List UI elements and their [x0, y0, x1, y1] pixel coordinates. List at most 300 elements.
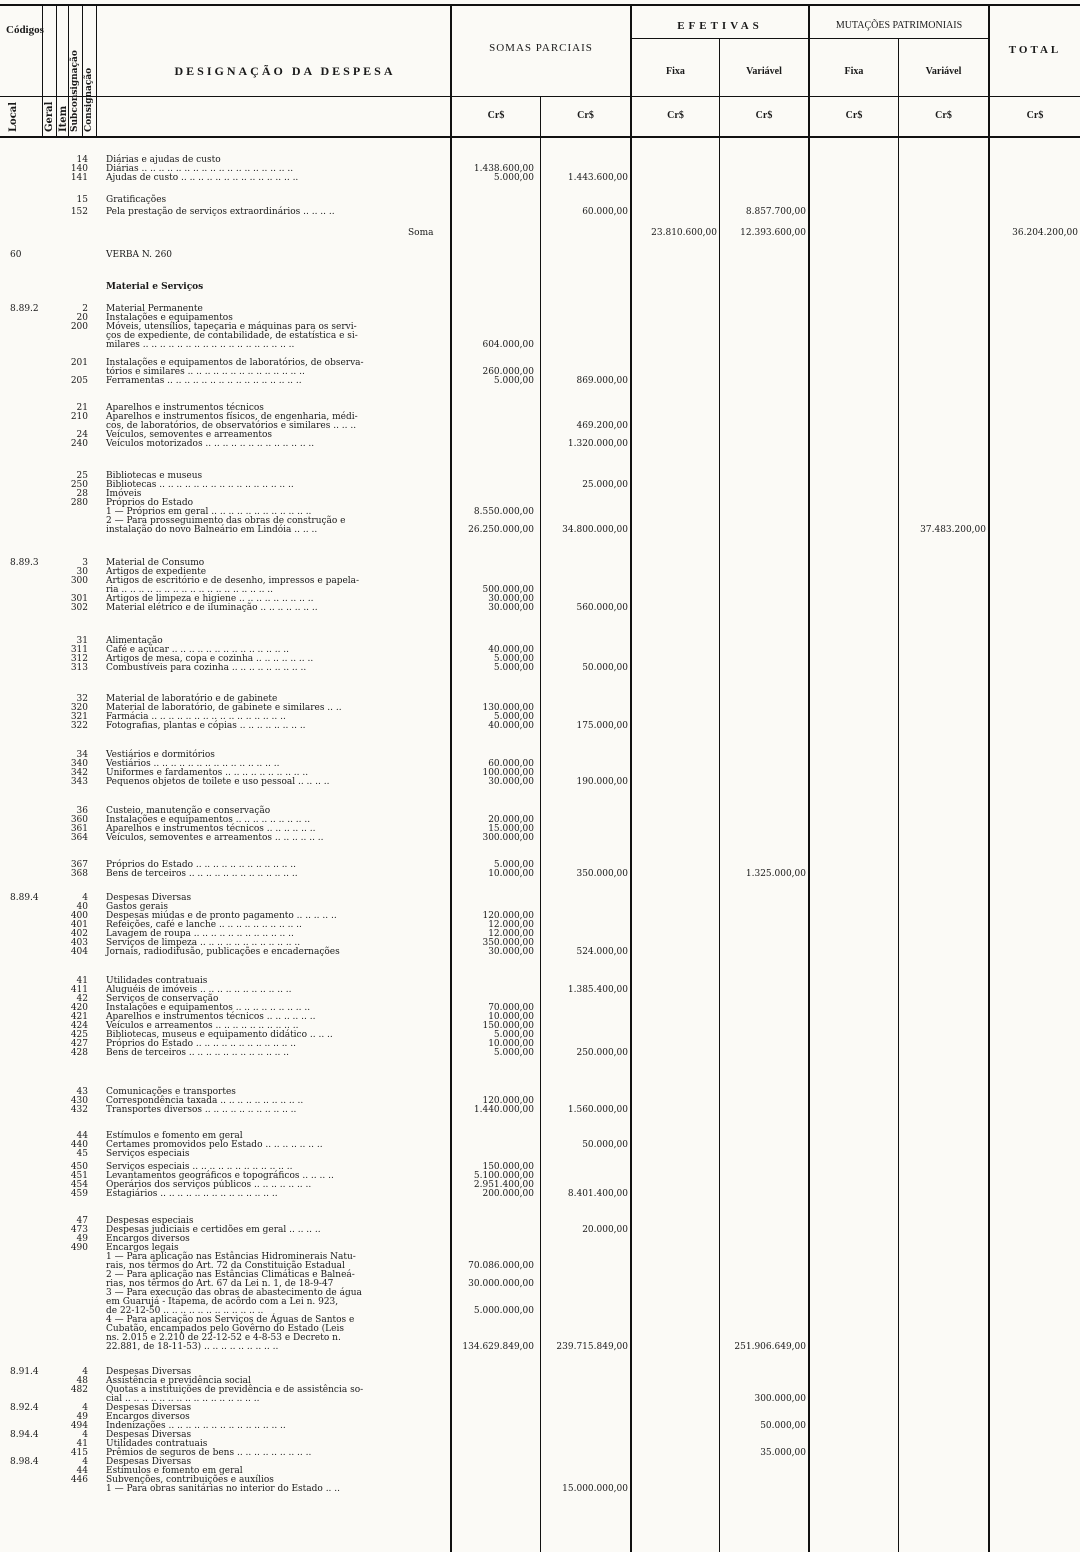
amount-sp1: 12.000,00 [488, 929, 534, 939]
item-code: 4 [82, 1367, 88, 1377]
row-description: de 22-12-50 .. .. .. .. .. .. .. .. .. .. .. .. [106, 1306, 264, 1316]
row-description: Gratificações [106, 195, 167, 205]
row-description: Serviços especiais .. .. .. .. .. .. .. .. .. .. .. .. [106, 1162, 293, 1172]
row-description: Assistência e previdência social [106, 1376, 251, 1386]
subconsignacao-header: Subconsignação [70, 50, 80, 132]
item-code: 24 [76, 430, 88, 440]
amount-sp2: 25.000,00 [582, 480, 628, 490]
currency-sp2: Cr$ [577, 110, 594, 121]
row-description: Correspondência taxada .. .. .. .. .. .. .. .. .. .. [106, 1096, 304, 1106]
item-code: 440 [70, 1140, 88, 1150]
efetivas-subrule [630, 38, 990, 39]
col-sep-consig [96, 6, 97, 136]
local-code: 8.92.4 [10, 1403, 39, 1413]
consignacao-header: Consignação [84, 67, 94, 132]
amount-sp1: 8.550.000,00 [473, 507, 534, 517]
item-code: 343 [70, 777, 88, 787]
currency-ev: Cr$ [755, 110, 773, 121]
item-code: 140 [70, 164, 88, 174]
mutacoes-fixa-header: Fixa [844, 66, 864, 77]
amount-sp2: 250.000,00 [576, 1048, 628, 1058]
row-description: instalação do novo Balneário em Lindóia .. .. .. [106, 525, 318, 535]
item-code: 368 [70, 869, 88, 879]
codigos-header: Códigos [6, 24, 44, 36]
item-code: 48 [76, 1376, 88, 1386]
local-code: 8.98.4 [10, 1457, 39, 1467]
item-code: 44 [76, 1131, 88, 1141]
local-header: Local [8, 101, 19, 132]
amount-sp1: 150.000,00 [482, 1162, 534, 1172]
item-code: 311 [70, 645, 88, 655]
efetivas-header: EFETIVAS [677, 20, 763, 32]
geral-header: Geral [44, 101, 55, 132]
item-code: 446 [70, 1475, 88, 1485]
row-description: 22.881, de 18-11-53) .. .. .. .. .. .. .. .. .. [106, 1342, 279, 1352]
amount-sp1: 30.000,00 [488, 594, 534, 604]
amount-sp1: 5.000,00 [493, 712, 534, 722]
amount-sp2: 350.000,00 [576, 869, 628, 879]
row-description: milares .. .. .. .. .. .. .. .. .. .. .. .. .. .. .. .. .. .. [106, 340, 295, 350]
amount-sp2: 469.200,00 [576, 421, 628, 431]
amount-sp1: 604.000,00 [482, 340, 534, 350]
row-description: Despesas Diversas [106, 1367, 192, 1377]
col-sep-sub [82, 6, 83, 136]
item-code: 4 [82, 893, 88, 903]
amount-sp1: 1.440.000,00 [473, 1105, 534, 1115]
row-description: Móveis, utensílios, tapeçaria e máquinas para os servi- [106, 322, 357, 332]
amount-ev: 300.000,00 [754, 1394, 806, 1404]
row-description: Estagiários .. .. .. .. .. .. .. .. .. .. .. .. .. .. [106, 1189, 278, 1199]
item-code: 400 [70, 911, 88, 921]
item-code: 482 [70, 1385, 88, 1395]
item-code: 49 [76, 1412, 88, 1422]
item-code: 200 [70, 322, 88, 332]
currency-mv: Cr$ [935, 110, 952, 121]
local-code: 8.91.4 [10, 1367, 39, 1377]
row-description: Transportes diversos .. .. .. .. .. .. .. .. .. .. .. [106, 1105, 297, 1115]
row-description: Certames promovidos pelo Estado .. .. .. .. .. .. .. [106, 1140, 323, 1150]
currency-ef: Cr$ [667, 110, 684, 121]
item-code: 459 [70, 1189, 88, 1199]
row-description: 1 — Próprios em geral .. .. .. .. .. .. .. .. .. .. .. .. [106, 507, 312, 517]
item-code: 4 [82, 1457, 88, 1467]
currency-mf: Cr$ [845, 110, 863, 121]
amount-sp1: 5.000,00 [493, 663, 534, 673]
amount-sp2: 1.443.600,00 [567, 173, 628, 183]
item-code: 14 [76, 155, 88, 165]
item-code: 364 [70, 833, 88, 843]
row-description: 1 — Para aplicação nas Estâncias Hidrominerais Natu- [106, 1252, 356, 1262]
row-description: Estímulos e fomento em geral [106, 1131, 243, 1141]
row-description: Próprios do Estado [106, 498, 194, 508]
row-description: Artigos de limpeza e higiene .. .. .. .. .. .. .. .. .. [106, 594, 314, 604]
amount-sp2: 50.000,00 [582, 1140, 628, 1150]
row-description: Encargos diversos [106, 1412, 190, 1422]
item-code: 201 [70, 358, 88, 368]
row-description: Aparelhos e instrumentos técnicos .. .. .. .. .. .. [106, 824, 316, 834]
row-description: Comunicações e transportes [106, 1087, 236, 1097]
item-code: 421 [70, 1012, 88, 1022]
item-code: 425 [70, 1030, 88, 1040]
amount-sp1: 40.000,00 [488, 721, 534, 731]
amount-sp2: 50.000,00 [582, 663, 628, 673]
row-description: Gastos gerais [106, 902, 168, 912]
row-description: Instalações e equipamentos .. .. .. .. .. .. .. .. .. [106, 1003, 311, 1013]
amount-sp2: 175.000,00 [576, 721, 628, 731]
row-description: Aluguéis de imóveis .. .. .. .. .. .. .. .. .. .. .. [106, 985, 292, 995]
item-code: 36 [76, 806, 88, 816]
amount-sp1: 5.000,00 [493, 860, 534, 870]
row-description: 1 — Para obras sanitárias no interior do Estado .. .. [106, 1484, 340, 1494]
row-description: Uniformes e fardamentos .. .. .. .. .. .. .. .. .. .. [106, 768, 309, 778]
row-description: Bibliotecas e museus [106, 471, 203, 481]
amount-sp2: 524.000,00 [576, 947, 628, 957]
row-description: Lavagem de roupa .. .. .. .. .. .. .. .. .. .. .. .. [106, 929, 294, 939]
item-code: 31 [76, 636, 88, 646]
row-description: Veículos motorizados .. .. .. .. .. .. .. .. .. .. .. .. .. [106, 439, 315, 449]
amount-sp1: 5.000,00 [493, 654, 534, 664]
soma-label: Soma [408, 228, 434, 238]
top-rule [0, 4, 1080, 6]
item-code: 2 [82, 304, 88, 314]
amount-ev: 50.000,00 [760, 1421, 806, 1431]
item-code: 312 [70, 654, 88, 664]
row-description: Pela prestação de serviços extraordinários .. .. .. .. [106, 207, 335, 217]
item-code: 321 [70, 712, 88, 722]
row-description: Indenizações .. .. .. .. .. .. .. .. .. .. .. .. .. .. [106, 1421, 286, 1431]
item-code: 49 [76, 1234, 88, 1244]
item-code: 451 [70, 1171, 88, 1181]
item-code: 302 [70, 603, 88, 613]
item-code: 490 [70, 1243, 88, 1253]
local-code: 8.89.3 [10, 558, 39, 568]
row-description: Estímulos e fomento em geral [106, 1466, 243, 1476]
amount-sp1: 60.000,00 [488, 759, 534, 769]
row-description: Próprios do Estado .. .. .. .. .. .. .. .. .. .. .. .. [106, 1039, 296, 1049]
row-description: cos, de laboratórios, de observatórios e similares .. .. .. [106, 421, 357, 431]
item-code: 141 [70, 173, 88, 183]
mutacoes-variavel-header: Variável [925, 66, 962, 77]
item-code: 43 [76, 1087, 88, 1097]
amount-sp2: 15.000.000,00 [562, 1484, 628, 1494]
item-code: 42 [76, 994, 88, 1004]
amount-ev: 1.325.000,00 [745, 869, 806, 879]
amount-sp1: 2.951.400,00 [473, 1180, 534, 1190]
row-description: Fotografias, plantas e cópias .. .. .. .. .. .. .. .. [106, 721, 306, 731]
amount-sp2: 560.000,00 [576, 603, 628, 613]
row-description: Bens de terceiros .. .. .. .. .. .. .. .. .. .. .. .. .. [106, 869, 298, 879]
amount-sp1: 5.000.000,00 [473, 1306, 534, 1316]
amount-sp2: 869.000,00 [576, 376, 628, 386]
row-description: Cubatão, encampados pelo Govêrno do Estado (Leis [106, 1324, 344, 1334]
amount-ef: 23.810.600,00 [651, 228, 717, 238]
amount-sp1: 130.000,00 [482, 703, 534, 713]
local-code: 8.89.4 [10, 893, 39, 903]
amount-sp1: 15.000,00 [488, 824, 534, 834]
item-code: 44 [76, 1466, 88, 1476]
amount-sp1: 30.000,00 [488, 777, 534, 787]
amount-sp1: 100.000,00 [482, 768, 534, 778]
item-code: 4 [82, 1403, 88, 1413]
item-code: 420 [70, 1003, 88, 1013]
row-description: cial .. .. .. .. .. .. .. .. .. .. .. .. .. .. .. .. [106, 1394, 260, 1404]
item-code: 361 [70, 824, 88, 834]
row-description: Quotas a instituições de previdência e de assistência so- [106, 1385, 364, 1395]
item-code: 402 [70, 929, 88, 939]
amount-mv: 37.483.200,00 [920, 525, 986, 535]
item-code: 280 [70, 498, 88, 508]
item-code: 45 [76, 1149, 88, 1159]
row-description: 4 — Para aplicação nos Serviços de Águas de Santos e [106, 1315, 355, 1325]
item-code: 250 [70, 480, 88, 490]
row-description: Despesas Diversas [106, 1430, 192, 1440]
item-code: 15 [76, 195, 88, 205]
amount-sp1: 150.000,00 [482, 1021, 534, 1031]
amount-tot: 36.204.200,00 [1012, 228, 1078, 238]
row-description: Material de Consumo [106, 558, 205, 568]
row-description: Café e açúcar .. .. .. .. .. .. .. .. .. .. .. .. .. .. [106, 645, 290, 655]
row-description: Veículos, semoventes e arreamentos .. .. .. .. .. .. [106, 833, 324, 843]
row-description: Artigos de expediente [106, 567, 207, 577]
item-code: 20 [76, 313, 88, 323]
amount-sp2: 1.385.400,00 [567, 985, 628, 995]
item-code: 152 [70, 207, 88, 217]
amount-sp1: 500.000,00 [482, 585, 534, 595]
row-description: Artigos de mesa, copa e cozinha .. .. .. .. .. .. .. [106, 654, 314, 664]
row-description: Diárias e ajudas de custo [106, 155, 221, 165]
amount-sp1: 120.000,00 [482, 911, 534, 921]
item-code: 427 [70, 1039, 88, 1049]
row-description: Aparelhos e instrumentos físicos, de engenharia, médi- [106, 412, 358, 422]
row-description: em Guarujá - Itapema, de acôrdo com a Lei n. 923, [106, 1297, 339, 1307]
amount-sp1: 10.000,00 [488, 1012, 534, 1022]
item-code: 401 [70, 920, 88, 930]
amount-ev: 251.906.649,00 [734, 1342, 806, 1352]
amount-sp1: 1.438.600,00 [473, 164, 534, 174]
row-description: Ajudas de custo .. .. .. .. .. .. .. .. .. .. .. .. .. .. [106, 173, 299, 183]
amount-sp1: 26.250.000,00 [468, 525, 534, 535]
amount-sp1: 70.000,00 [488, 1003, 534, 1013]
item-code: 47 [76, 1216, 88, 1226]
row-description: Aparelhos e instrumentos técnicos [106, 403, 264, 413]
row-description: 2 — Para aplicação nas Estâncias Climáticas e Balneá- [106, 1270, 355, 1280]
item-code: 360 [70, 815, 88, 825]
amount-sp1: 40.000,00 [488, 645, 534, 655]
row-description: Utilidades contratuais [106, 1439, 208, 1449]
row-description: ns. 2.015 e 2.210 de 22-12-52 e 4-8-53 e Decreto n. [106, 1333, 341, 1343]
row-description: Farmácia .. .. .. .. .. .. .. .. .. .. .. .. .. .. .. .. [106, 712, 286, 722]
row-description: Aparelhos e instrumentos técnicos .. .. .. .. .. .. [106, 1012, 316, 1022]
amount-sp2: 60.000,00 [582, 207, 628, 217]
row-description: Ferramentas .. .. .. .. .. .. .. .. .. .. .. .. .. .. .. .. [106, 376, 302, 386]
row-description: Refeições, café e lanche .. .. .. .. .. .. .. .. .. .. [106, 920, 302, 930]
item-code: 25 [76, 471, 88, 481]
row-description: Serviços especiais [106, 1149, 190, 1159]
row-description: Instalações e equipamentos [106, 313, 233, 323]
row-description: Alimentação [106, 636, 163, 646]
local-code: 8.89.2 [10, 304, 39, 314]
row-description: Bibliotecas .. .. .. .. .. .. .. .. .. .. .. .. .. .. .. .. [106, 480, 294, 490]
item-code: 41 [76, 1439, 88, 1449]
row-description: Despesas especiais [106, 1216, 194, 1226]
currency-tot: Cr$ [1026, 110, 1044, 121]
amount-sp1: 350.000,00 [482, 938, 534, 948]
item-code: 340 [70, 759, 88, 769]
row-description: ços de expediente, de contabilidade, de estatística e si- [106, 331, 358, 341]
row-description: Serviços de limpeza .. .. .. .. .. .. .. .. .. .. .. .. [106, 938, 301, 948]
item-code: 424 [70, 1021, 88, 1031]
amount-sp1: 200.000,00 [482, 1189, 534, 1199]
row-description: Instalações e equipamentos .. .. .. .. .. .. .. .. .. [106, 815, 311, 825]
row-description: ria .. .. .. .. .. .. .. .. .. .. .. .. .. .. .. .. .. .. [106, 585, 274, 595]
amount-sp1: 5.000,00 [493, 1048, 534, 1058]
row-description: Despesas judiciais e certidões em geral .. .. .. .. [106, 1225, 321, 1235]
amount-sp1: 134.629.849,00 [462, 1342, 534, 1352]
somas-parciais-header: SOMAS PARCIAIS [489, 42, 593, 54]
amount-sp2: 239.715.849,00 [556, 1342, 628, 1352]
mutacoes-header: MUTAÇÕES PATRIMONIAIS [835, 20, 963, 31]
item-code: 322 [70, 721, 88, 731]
amount-sp1: 120.000,00 [482, 1096, 534, 1106]
row-description: Artigos de escritório e de desenho, impressos e papela- [106, 576, 360, 586]
row-description: rais, nos têrmos do Art. 72 da Constituição Estadual [106, 1261, 345, 1271]
amount-sp1: 260.000,00 [482, 367, 534, 377]
amount-sp1: 30.000,00 [488, 947, 534, 957]
amount-sp2: 8.401.400,00 [567, 1189, 628, 1199]
item-code: 415 [70, 1448, 88, 1458]
item-code: 473 [70, 1225, 88, 1235]
row-description: Instalações e equipamentos de laboratórios, de observa- [106, 358, 364, 368]
local-code: 8.94.4 [10, 1430, 39, 1440]
row-description: Imóveis [106, 489, 142, 499]
row-description: Próprios do Estado .. .. .. .. .. .. .. .. .. .. .. .. [106, 860, 296, 870]
item-code: 428 [70, 1048, 88, 1058]
row-description: Bibliotecas, museus e equipamento didático .. .. .. [106, 1030, 333, 1040]
col-sep-efetivas [808, 6, 810, 1552]
item-code: 342 [70, 768, 88, 778]
amount-sp1: 5.000,00 [493, 376, 534, 386]
item-header: Item [58, 105, 69, 132]
row-description: Veículos e arreamentos .. .. .. .. .. .. .. .. .. .. [106, 1021, 299, 1031]
amount-sp1: 70.086.000,00 [468, 1261, 534, 1271]
item-code: 454 [70, 1180, 88, 1190]
item-code: 313 [70, 663, 88, 673]
amount-ev: 35.000,00 [760, 1448, 806, 1458]
item-code: 411 [70, 985, 88, 995]
row-description: 3 — Para execução das obras de abastecimento de água [106, 1288, 362, 1298]
amount-sp2: 1.560.000,00 [567, 1105, 628, 1115]
row-description: Levantamentos geográficos e topográficos .. .. .. .. [106, 1171, 334, 1181]
row-description: Material de laboratório e de gabinete [106, 694, 278, 704]
item-code: 301 [70, 594, 88, 604]
row-description: tórios e similares .. .. .. .. .. .. .. .. .. .. .. .. .. .. [106, 367, 305, 377]
local-code: 60 [10, 250, 22, 260]
row-description: Despesas Diversas [106, 1403, 192, 1413]
item-code: 494 [70, 1421, 88, 1431]
item-code: 450 [70, 1162, 88, 1172]
amount-ev: 8.857.700,00 [745, 207, 806, 217]
amount-sp2: 190.000,00 [576, 777, 628, 787]
col-sep-sp [540, 96, 541, 1552]
row-description: Diárias .. .. .. .. .. .. .. .. .. .. .. .. .. .. .. .. .. .. [106, 164, 294, 174]
amount-sp1: 10.000,00 [488, 869, 534, 879]
row-description: Material e Serviços [106, 282, 204, 292]
amount-sp1: 12.000,00 [488, 920, 534, 930]
amount-sp1: 5.000,00 [493, 173, 534, 183]
row-description: Subvenções, contribuições e auxílios [106, 1475, 274, 1485]
item-code: 40 [76, 902, 88, 912]
item-code: 205 [70, 376, 88, 386]
item-code: 240 [70, 439, 88, 449]
row-description: Material elétrico e de iluminação .. .. .. .. .. .. .. [106, 603, 318, 613]
row-description: Combustíveis para cozinha .. .. .. .. .. .. .. .. .. [106, 663, 307, 673]
amount-sp1: 10.000,00 [488, 1039, 534, 1049]
amount-sp2: 20.000,00 [582, 1225, 628, 1235]
item-code: 432 [70, 1105, 88, 1115]
row-description: Vestiários .. .. .. .. .. .. .. .. .. .. .. .. .. .. .. [106, 759, 280, 769]
row-description: Prêmios de seguros de bens .. .. .. .. .. .. .. .. .. [106, 1448, 312, 1458]
col-sep-mfixa [898, 38, 899, 1552]
row-description: Custeio, manutenção e conservação [106, 806, 271, 816]
row-description: Despesas Diversas [106, 893, 192, 903]
item-code: 34 [76, 750, 88, 760]
col-sep-fixa [719, 38, 720, 1552]
item-code: 320 [70, 703, 88, 713]
designacao-header: DESIGNAÇÃO DA DESPESA [174, 64, 396, 78]
efetivas-variavel-header: Variável [746, 66, 782, 77]
item-code: 430 [70, 1096, 88, 1106]
row-description: Pequenos objetos de toilete e uso pessoal .. .. .. .. [106, 777, 330, 787]
row-description: Despesas miúdas e de pronto pagamento .. .. .. .. .. [106, 911, 337, 921]
item-code: 403 [70, 938, 88, 948]
row-description: Encargos legais [106, 1243, 179, 1253]
item-code: 404 [70, 947, 88, 957]
row-description: Bens de terceiros .. .. .. .. .. .. .. .. .. .. .. .. [106, 1048, 289, 1058]
item-code: 4 [82, 1430, 88, 1440]
item-code: 210 [70, 412, 88, 422]
item-code: 30 [76, 567, 88, 577]
amount-sp2: 1.320.000,00 [567, 439, 628, 449]
row-description: Veículos, semoventes e arreamentos [106, 430, 273, 440]
amount-sp1: 30.000.000,00 [468, 1279, 534, 1289]
item-code: 21 [76, 403, 88, 413]
row-description: rias, nos têrmos do Art. 67 da Lei n. 1, de 18-9-47 [106, 1279, 334, 1289]
row-description: Operários dos serviços públicos .. .. .. .. .. .. .. [106, 1180, 312, 1190]
item-code: 300 [70, 576, 88, 586]
row-description: VERBA N. 260 [106, 250, 173, 260]
amount-ev: 12.393.600,00 [740, 228, 806, 238]
row-description: 2 — Para prosseguimento das obras de construção e [106, 516, 346, 526]
row-description: Material Permanente [106, 304, 203, 314]
item-code: 3 [82, 558, 88, 568]
total-header: TOTAL [1008, 44, 1062, 56]
currency-sp1: Cr$ [487, 110, 505, 121]
item-code: 41 [76, 976, 88, 986]
amount-sp1: 20.000,00 [488, 815, 534, 825]
row-description: Despesas Diversas [106, 1457, 192, 1467]
amount-sp2: 34.800.000,00 [562, 525, 628, 535]
row-description: Encargos diversos [106, 1234, 190, 1244]
row-description: Utilidades contratuais [106, 976, 208, 986]
row-description: Material de laboratório, de gabinete e similares .. .. [106, 703, 342, 713]
efetivas-fixa-header: Fixa [666, 66, 685, 77]
row-description: Vestiários e dormitórios [106, 750, 215, 760]
item-code: 367 [70, 860, 88, 870]
amount-sp1: 5.000,00 [493, 1030, 534, 1040]
amount-sp1: 300.000,00 [482, 833, 534, 843]
row-description: Serviços de conservação [106, 994, 219, 1004]
item-code: 32 [76, 694, 88, 704]
